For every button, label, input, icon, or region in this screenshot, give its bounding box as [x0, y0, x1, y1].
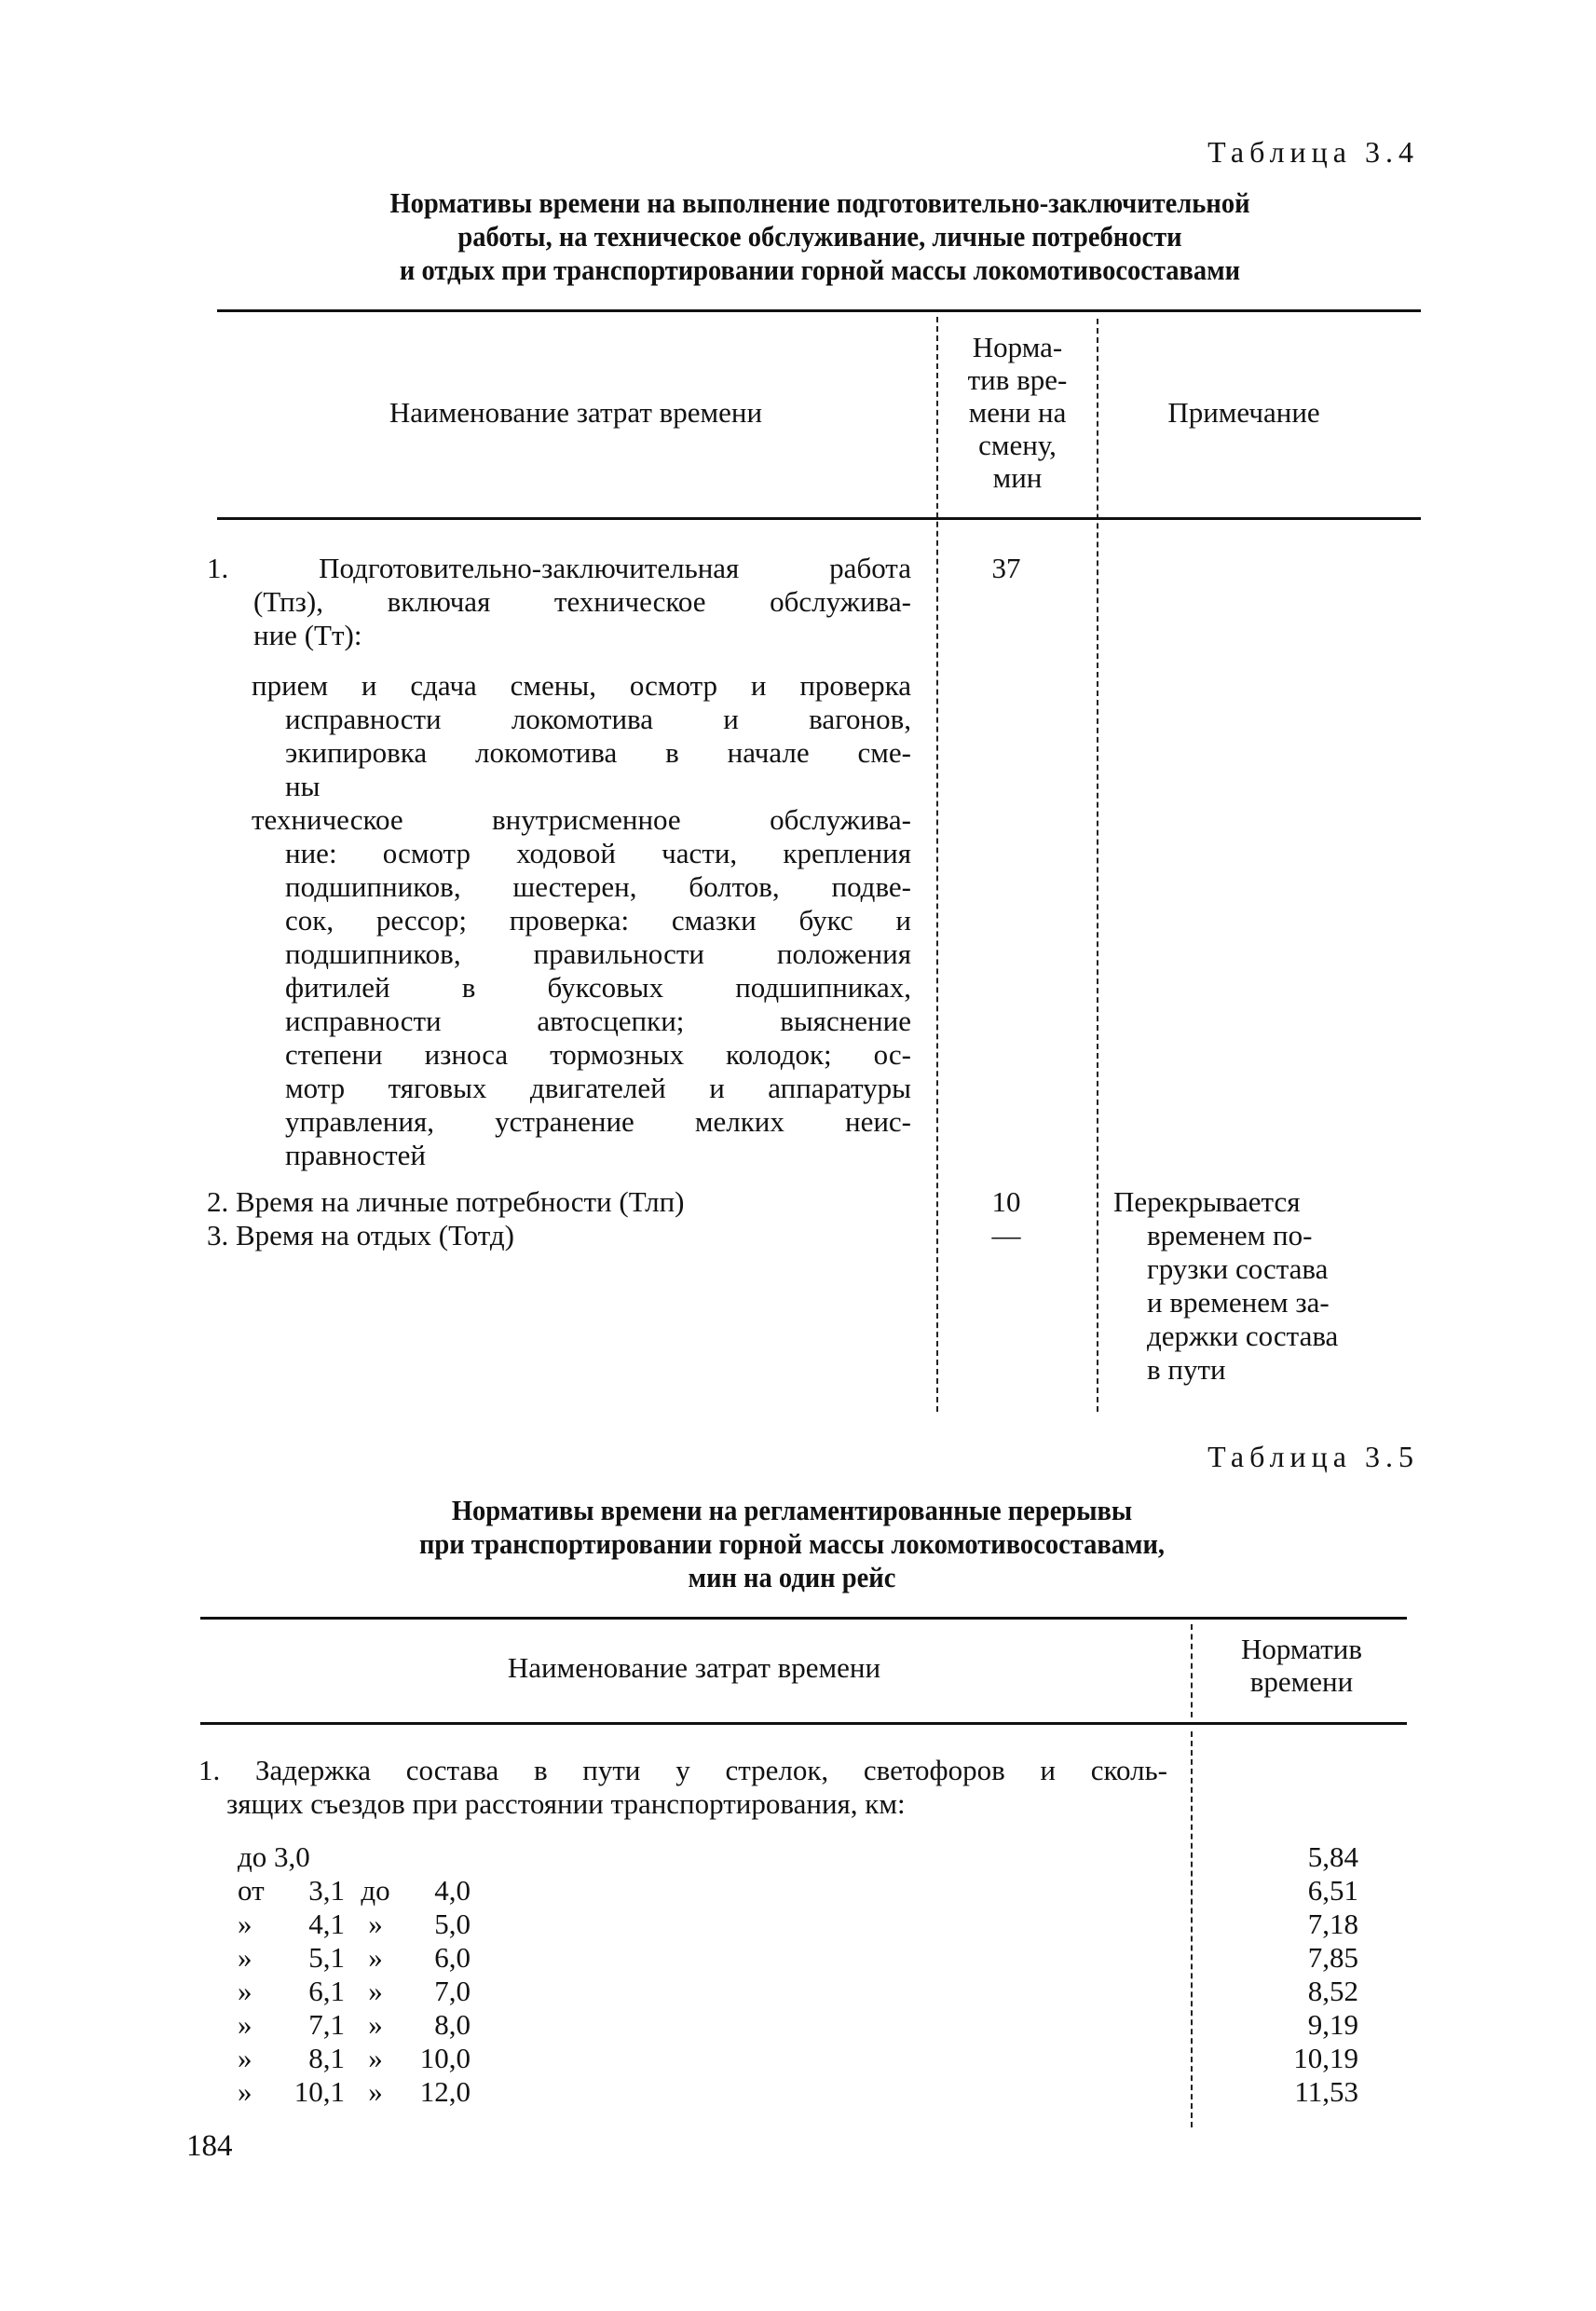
- note-line: временем по-: [1147, 1219, 1313, 1251]
- row-line: техническое внутрисменное обслужива-: [252, 803, 911, 836]
- range-prefix: »: [238, 1975, 252, 2007]
- range-sep: »: [368, 2008, 383, 2041]
- range-from: 6,1: [308, 1975, 345, 2007]
- header-line: времени: [1249, 1665, 1354, 1698]
- range-sep: »: [368, 1941, 383, 1974]
- range-from: 5,1: [308, 1941, 345, 1974]
- row-1: [198, 1754, 1167, 1821]
- range-prefix: »: [238, 1941, 252, 1974]
- table-title: [218, 1494, 1367, 1594]
- title-line: работы, на техническое обслуживание, личные потребности: [457, 220, 1182, 253]
- range-prefix: »: [238, 2042, 252, 2074]
- title-line: при транспортировании горной массы локомотивосоставами,: [418, 1527, 1166, 1560]
- range-to: 5,0: [434, 1908, 471, 1940]
- header-norm: [939, 331, 1096, 494]
- row-line: ны: [285, 770, 321, 802]
- range-row: [0, 1840, 1596, 1874]
- row-line: степени износа тормозных колодок; ос-: [285, 1038, 911, 1071]
- row-line: исправности локомотива и вагонов,: [285, 703, 911, 735]
- column-divider: [1191, 1624, 1193, 1717]
- header-line: Норматив: [1240, 1633, 1363, 1665]
- page-number: 184: [186, 2129, 233, 2163]
- row-2: 2. Время на личные потребности (Тлп): [207, 1185, 685, 1218]
- title-line: и отдых при транспортировании горной массы локомотивосоставами: [399, 253, 1241, 286]
- range-to: 8,0: [434, 2008, 471, 2041]
- row-line: сок, рессор; проверка: смазки букс и: [285, 904, 911, 937]
- range-prefix: от: [238, 1874, 265, 1907]
- title-line: Нормативы времени на регламентированные перерывы: [451, 1494, 1133, 1526]
- range-value: 5,84: [1307, 1840, 1358, 1873]
- range-sep: »: [368, 1908, 383, 1940]
- table-top-rule: [217, 309, 1421, 312]
- range-to: 10,0: [419, 2042, 471, 2074]
- header-norm: [1194, 1633, 1409, 1698]
- row-1-value: 37: [991, 552, 1021, 584]
- range-value: 8,52: [1307, 1975, 1358, 2007]
- range-row: [0, 2008, 1596, 2042]
- header-line: мин: [992, 461, 1043, 494]
- row-line: правностей: [285, 1139, 427, 1171]
- range-from: 10,1: [293, 2075, 345, 2108]
- range-row: [0, 1975, 1596, 2008]
- range-to: 6,0: [434, 1941, 471, 1974]
- range-from: 8,1: [308, 2042, 345, 2074]
- row-line: подшипников, шестерен, болтов, подве-: [285, 870, 911, 903]
- header-line: смену,: [978, 429, 1057, 461]
- row-line: управления, устранение мелких неис-: [285, 1105, 911, 1138]
- range-row: [0, 2075, 1596, 2109]
- range-prefix: »: [238, 2008, 252, 2041]
- note-line: в пути: [1147, 1353, 1226, 1386]
- row-line: зящих съездов при расстоянии транспортирования, км:: [226, 1787, 906, 1820]
- range-prefix: »: [238, 1908, 252, 1940]
- header-line: тив вре-: [967, 363, 1068, 396]
- range-value: 7,85: [1307, 1941, 1358, 1974]
- row-line: исправности автосцепки; выяснение: [285, 1005, 911, 1037]
- column-divider: [1097, 319, 1098, 1412]
- table-title: [220, 186, 1420, 287]
- note-line: держки состава: [1147, 1320, 1339, 1352]
- range-to: 7,0: [434, 1975, 471, 2007]
- column-divider: [936, 317, 938, 1412]
- range-from: 7,1: [308, 2008, 345, 2041]
- range-from: 3,0: [274, 1840, 310, 1873]
- title-line: мин на один рейс: [688, 1561, 896, 1593]
- range-prefix: до: [238, 1840, 267, 1873]
- header-bottom-rule: [200, 1722, 1407, 1725]
- range-value: 6,51: [1307, 1874, 1358, 1907]
- row-line: 1. Задержка состава в пути у стрелок, светофоров и сколь-: [198, 1754, 1167, 1786]
- range-sep: »: [368, 2075, 383, 2108]
- range-sep: »: [368, 1975, 383, 2007]
- row-line: (Тпз), включая техническое обслужива-: [253, 585, 911, 618]
- row-line: ние: осмотр ходовой части, крепления: [285, 837, 911, 869]
- header-note: Примечание: [1167, 396, 1320, 429]
- range-sep: до: [361, 1874, 390, 1907]
- sub-item-1: [252, 669, 911, 803]
- sub-item-2: [252, 803, 911, 1172]
- range-to: 12,0: [419, 2075, 471, 2108]
- range-value: 11,53: [1294, 2075, 1358, 2108]
- header-line: Норма-: [972, 331, 1063, 363]
- row-line: 1. Подготовительно-заключительная работа: [207, 552, 911, 584]
- row-2-note: [1113, 1185, 1338, 1387]
- note-line: грузки состава: [1147, 1252, 1329, 1285]
- row-line: экипировка локомотива в начале сме-: [285, 736, 911, 769]
- row-line: ние (Тт):: [253, 619, 362, 651]
- range-row: [0, 1941, 1596, 1975]
- header-line: мени на: [968, 396, 1067, 429]
- row-2-value: 10: [991, 1185, 1021, 1218]
- header-bottom-rule: [217, 517, 1421, 520]
- row-line: фитилей в буксовых подшипниках,: [285, 971, 911, 1004]
- range-prefix: »: [238, 2075, 252, 2108]
- row-1: [207, 552, 911, 652]
- row-line: мотр тяговых двигателей и аппаратуры: [285, 1072, 911, 1104]
- range-value: 7,18: [1307, 1908, 1358, 1940]
- range-row: [0, 1874, 1596, 1908]
- range-value: 10,19: [1293, 2042, 1358, 2074]
- note-line: и временем за-: [1147, 1286, 1330, 1319]
- table-top-rule: [200, 1617, 1407, 1620]
- range-to: 4,0: [434, 1874, 471, 1907]
- header-name: Наименование затрат времени: [389, 396, 763, 429]
- row-3-value: —: [991, 1219, 1021, 1251]
- table-caption: Таблица 3.4: [1207, 135, 1419, 169]
- range-from: 3,1: [308, 1874, 345, 1907]
- range-row: [0, 2042, 1596, 2075]
- range-sep: »: [368, 2042, 383, 2074]
- header-name: Наименование затрат времени: [507, 1651, 881, 1684]
- range-from: 4,1: [308, 1908, 345, 1940]
- title-line: Нормативы времени на выполнение подготовительно-заключительной: [389, 186, 1250, 219]
- row-line: прием и сдача смены, осмотр и проверка: [252, 669, 911, 702]
- note-line: Перекрывается: [1113, 1185, 1301, 1218]
- range-row: [0, 1908, 1596, 1941]
- row-3: 3. Время на отдых (Тотд): [207, 1219, 514, 1251]
- range-value: 9,19: [1307, 2008, 1358, 2041]
- row-line: подшипников, правильности положения: [285, 937, 911, 970]
- table-caption: Таблица 3.5: [1207, 1440, 1419, 1473]
